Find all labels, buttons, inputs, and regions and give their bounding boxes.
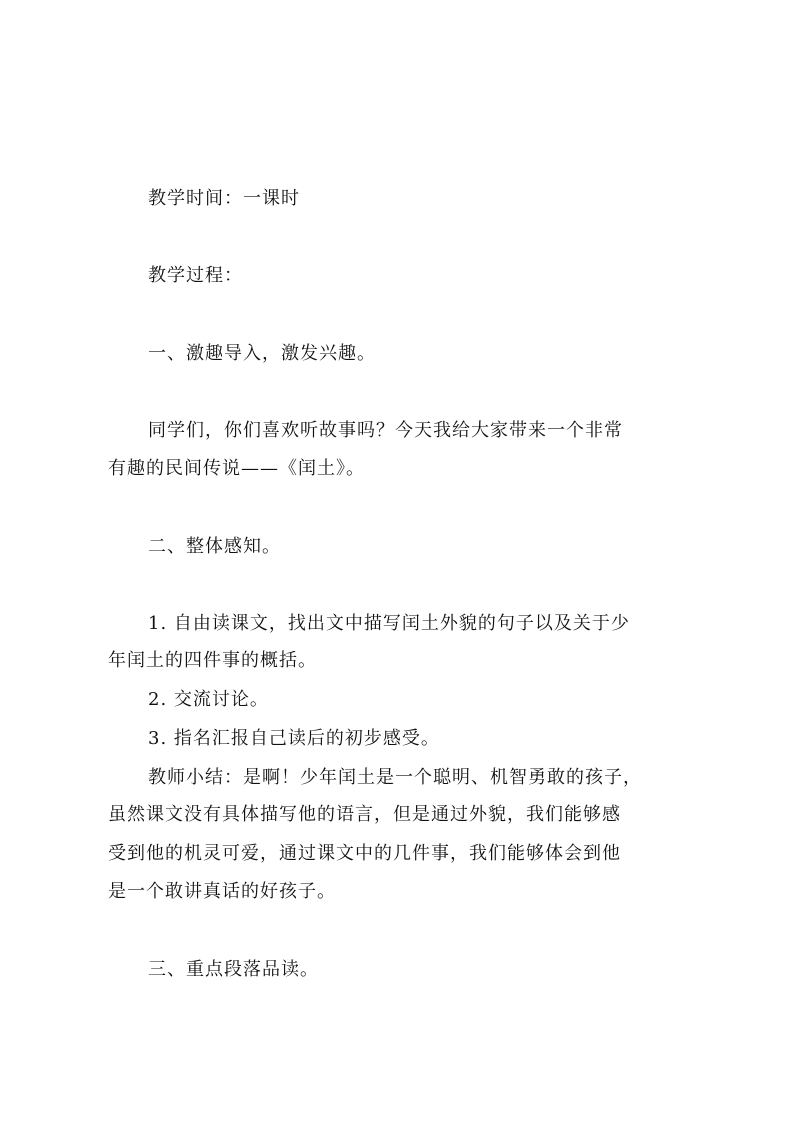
- teacher-summary-line-3: 受到他的机灵可爱，通过课文中的几件事，我们能够体会到他: [108, 843, 621, 864]
- teacher-summary-line-1: 教师小结：是啊！少年闰土是一个聪明、机智勇敢的孩子，: [148, 767, 642, 788]
- teaching-process-label: 教学过程：: [148, 265, 243, 286]
- section-1-paragraph-line-2: 有趣的民间传说——《闰土》。: [108, 458, 365, 479]
- list-item-3: 3. 指名汇报自己读后的初步感受。: [148, 728, 440, 749]
- teaching-time: 教学时间：一课时: [148, 188, 300, 209]
- section-3-heading: 三、重点段落品读。: [148, 959, 319, 980]
- list-item-2: 2. 交流讨论。: [148, 689, 269, 710]
- section-1-paragraph-line-1: 同学们，你们喜欢听故事吗？今天我给大家带来一个非常: [148, 420, 623, 441]
- section-2-heading: 二、整体感知。: [148, 536, 281, 557]
- section-1-heading: 一、激趣导入，激发兴趣。: [148, 343, 376, 364]
- list-item-1-line-1: 1. 自由读课文，找出文中描写闰土外貌的句子以及关于少: [148, 613, 630, 634]
- list-item-1-line-2: 年闰土的四件事的概括。: [108, 650, 317, 671]
- teacher-summary-line-2: 虽然课文没有具体描写他的语言，但是通过外貌，我们能够感: [108, 804, 621, 825]
- teacher-summary-line-4: 是一个敢讲真话的好孩子。: [108, 881, 336, 902]
